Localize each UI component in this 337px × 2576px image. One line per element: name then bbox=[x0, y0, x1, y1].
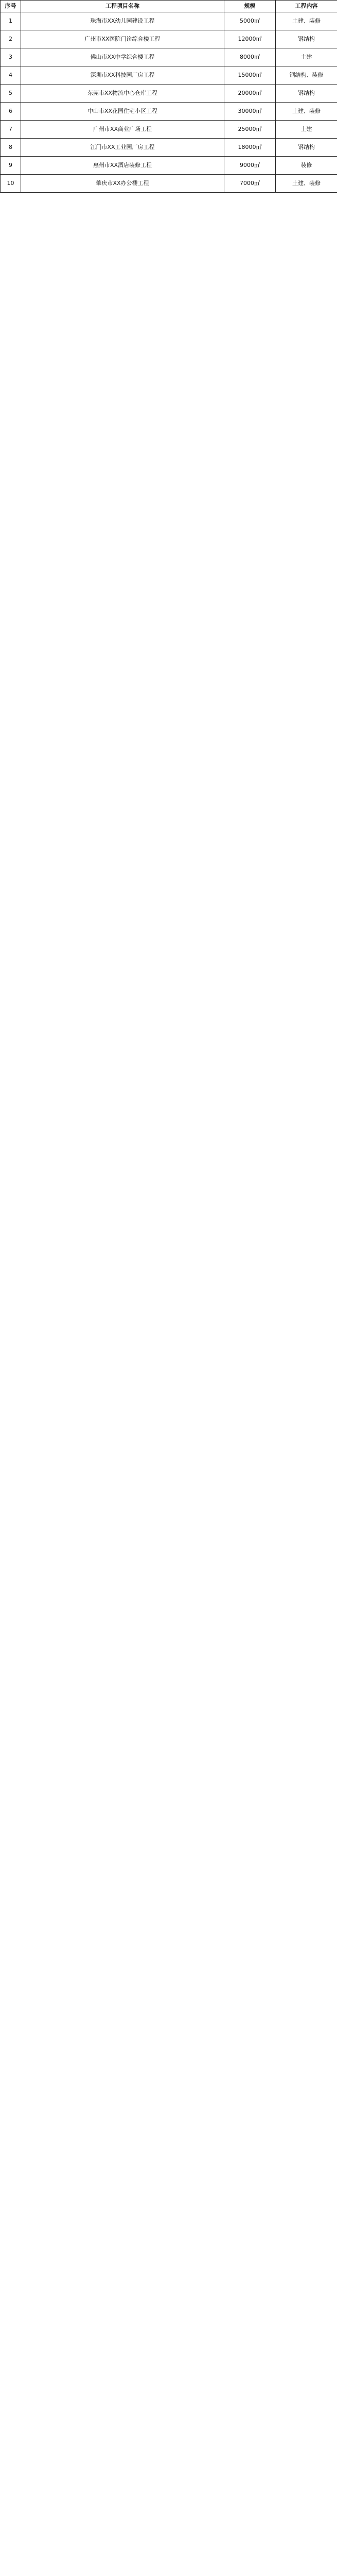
cell-name: 深圳市XX科技园厂房工程 bbox=[21, 66, 224, 84]
cell-name: 江门市XX工业园厂房工程 bbox=[21, 139, 224, 157]
cell-no: 6 bbox=[1, 103, 21, 121]
header-row bbox=[1, 1, 337, 12]
table-row bbox=[1, 66, 337, 84]
cell-content: 钢结构、装修 bbox=[276, 66, 337, 84]
table-row bbox=[1, 30, 337, 48]
cell-no: 2 bbox=[1, 30, 21, 48]
cell-no: 1 bbox=[1, 12, 21, 30]
table-row bbox=[1, 48, 337, 66]
table-row bbox=[1, 157, 337, 175]
cell-area: 20000㎡ bbox=[224, 84, 276, 103]
cell-area: 7000㎡ bbox=[224, 175, 276, 193]
cell-content: 土建 bbox=[276, 48, 337, 66]
cell-area: 5000㎡ bbox=[224, 12, 276, 30]
cell-content: 钢结构 bbox=[276, 84, 337, 103]
cell-no: 7 bbox=[1, 121, 21, 139]
cell-area: 30000㎡ bbox=[224, 103, 276, 121]
cell-no: 10 bbox=[1, 175, 21, 193]
table-row bbox=[1, 175, 337, 193]
cell-name: 珠海市XX幼儿园建设工程 bbox=[21, 12, 224, 30]
table-row bbox=[1, 103, 337, 121]
header-content: 工程内容 bbox=[276, 1, 337, 12]
header-no: 序号 bbox=[1, 1, 21, 12]
cell-name: 肇庆市XX办公楼工程 bbox=[21, 175, 224, 193]
cell-name: 惠州市XX酒店装修工程 bbox=[21, 157, 224, 175]
project-table bbox=[0, 0, 337, 193]
cell-content: 钢结构 bbox=[276, 139, 337, 157]
cell-no: 4 bbox=[1, 66, 21, 84]
header-area: 规模 bbox=[224, 1, 276, 12]
cell-name: 东莞市XX物流中心仓库工程 bbox=[21, 84, 224, 103]
cell-area: 18000㎡ bbox=[224, 139, 276, 157]
cell-no: 9 bbox=[1, 157, 21, 175]
cell-content: 土建 bbox=[276, 121, 337, 139]
table-row bbox=[1, 121, 337, 139]
table-body bbox=[1, 12, 337, 193]
cell-content: 钢结构 bbox=[276, 30, 337, 48]
cell-name: 佛山市XX中学综合楼工程 bbox=[21, 48, 224, 66]
table-row bbox=[1, 12, 337, 30]
header-name: 工程项目名称 bbox=[21, 1, 224, 12]
cell-name: 广州市XX医院门诊综合楼工程 bbox=[21, 30, 224, 48]
cell-name: 广州市XX商业广场工程 bbox=[21, 121, 224, 139]
cell-content: 土建、装修 bbox=[276, 103, 337, 121]
cell-no: 8 bbox=[1, 139, 21, 157]
cell-no: 5 bbox=[1, 84, 21, 103]
table-row bbox=[1, 139, 337, 157]
cell-content: 装修 bbox=[276, 157, 337, 175]
cell-area: 15000㎡ bbox=[224, 66, 276, 84]
table-row bbox=[1, 84, 337, 103]
cell-name: 中山市XX花园住宅小区工程 bbox=[21, 103, 224, 121]
cell-no: 3 bbox=[1, 48, 21, 66]
cell-content: 土建、装修 bbox=[276, 175, 337, 193]
cell-area: 25000㎡ bbox=[224, 121, 276, 139]
cell-area: 12000㎡ bbox=[224, 30, 276, 48]
cell-area: 9000㎡ bbox=[224, 157, 276, 175]
cell-content: 土建、装修 bbox=[276, 12, 337, 30]
cell-area: 8000㎡ bbox=[224, 48, 276, 66]
